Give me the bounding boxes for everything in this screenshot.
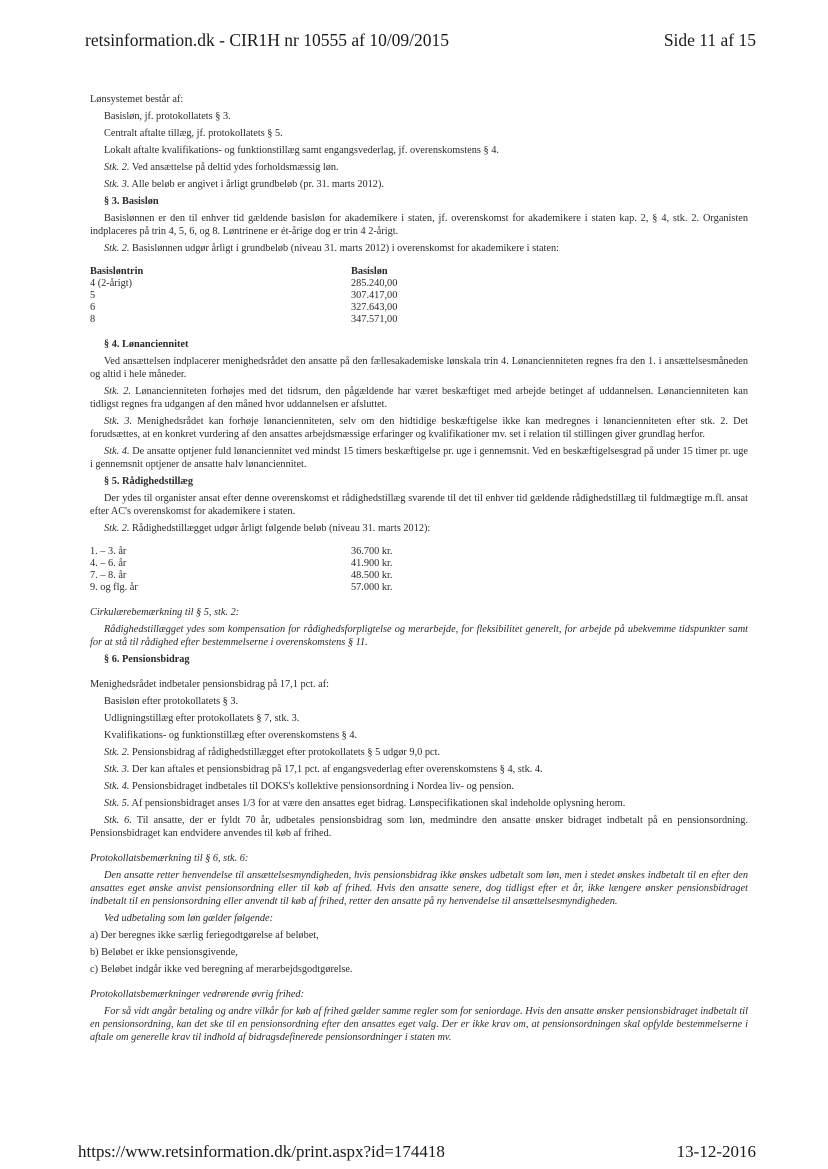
stk-text: Menighedsrådet kan forhøje lønancienniteten, selv om den hidtidige beskæftigelse ikke kan medregnes i lønancienniteten efter stk. 2. Det forudsættes, at en konkret vurdering af den ansattes arbejdsmæssige erfaringer og kvalifikationer mv. set i relation til stillingen giver grundlag herfor.: [90, 416, 748, 440]
section-heading: [90, 653, 748, 666]
table-cell: 7. – 8. år: [90, 570, 127, 581]
table-cell: 4 (2-årigt): [90, 278, 133, 289]
table-row: [90, 278, 471, 290]
section-4-heading: § 4. Lønanciennitet: [104, 339, 189, 350]
section-4-stk4: [90, 445, 748, 471]
section-6-stk6: [90, 814, 748, 840]
list-item: Basisløn, jf. protokollatets § 3.: [104, 111, 231, 122]
stk-text: Pensionsbidrag af rådighedstillægget efter protokollatets § 5 udgør 9,0 pct.: [129, 747, 441, 758]
table-row: [90, 314, 471, 326]
list-item: Lokalt aftalte kvalifikations- og funktionstillæg samt engangsvederlag, jf. overenskomstens § 4.: [104, 145, 499, 156]
list-item: Udligningstillæg efter protokollatets § 7, stk. 3.: [104, 713, 300, 724]
table-header: Basisløn: [351, 266, 388, 277]
stk-label: Stk. 3.: [104, 179, 130, 190]
table-cell: 48.500 kr.: [351, 570, 393, 581]
stk-label: Stk. 6.: [104, 815, 132, 826]
table-header: Basisløntrin: [90, 266, 144, 277]
table-cell: 285.240,00: [351, 278, 398, 289]
stk-label: Stk. 2.: [104, 162, 130, 173]
stk-label: Stk. 4.: [104, 446, 130, 457]
stk-text: Ved ansættelse på deltid ydes forholdsmæssig løn.: [129, 162, 339, 173]
stk-text: Basislønnen udgør årligt i grundbeløb (niveau 31. marts 2012) i overenskomst for akademikere i staten:: [129, 243, 559, 254]
protocol-note-subheading: Ved udbetaling som løn gælder følgende:: [104, 913, 274, 924]
stk-label: Stk. 2.: [104, 747, 130, 758]
protocol-note-2-text: For så vidt angår betaling og andre vilkår for køb af frihed gælder samme regler som for seniordage. Hvis den ansatte ønsker pensionsbidraget indbetalt til en pensionsordning, kan det ske til en pensionsordning efter den ansattes eget valg. Der er ikke krav om, at pensionsordningen skal opfylde bestemmelserne i aftale om generelle krav til indhold af bidragsdefinerede pensionsordninger i staten mv.: [90, 1006, 748, 1043]
table-cell: 347.571,00: [351, 314, 398, 325]
document-title: retsinformation.dk - CIR1H nr 10555 af 10/09/2015: [85, 30, 450, 50]
table-cell: 36.700 kr.: [351, 546, 393, 557]
stk-text: Alle beløb er angivet i årligt grundbeløb (pr. 31. marts 2012).: [129, 179, 384, 190]
section-6-stk2: [90, 746, 748, 759]
section-3-paragraph: Basislønnen er den til enhver tid gældende basisløn for akademikere i staten, jf. overenskomst for akademikere i staten kap. 2, § 4, stk. 2. Organisten indplaceres på trin 4, 5, 6, og 8. Løntrinene er ét-årige dog er trin 4 2-årigt.: [90, 213, 748, 237]
section-3-heading: § 3. Basisløn: [104, 196, 159, 207]
list-item: Centralt aftalte tillæg, jf. protokollatets § 5.: [104, 128, 283, 139]
table-cell: 41.900 kr.: [351, 558, 393, 569]
table-cell: 307.417,00: [351, 290, 398, 301]
stk-label: Stk. 2.: [104, 243, 130, 254]
table-cell: 327.643,00: [351, 302, 398, 313]
page-footer: [78, 1142, 756, 1164]
table-cell: 6: [90, 302, 96, 313]
page-header: [85, 30, 756, 54]
stk-text: Pensionsbidraget indbetales til DOKS's kollektive pensionsordning i Nordea liv- og pension.: [129, 781, 514, 792]
section-heading: [90, 338, 748, 351]
list-item: Basisløn efter protokollatets § 3.: [104, 696, 239, 707]
section-5-heading: § 5. Rådighedstillæg: [104, 476, 193, 487]
paragraph-stk3: [90, 178, 748, 191]
table-cell: 9. og flg. år: [90, 582, 138, 593]
stk-label: Stk. 3.: [104, 416, 133, 427]
stk-label: Stk. 3.: [104, 764, 130, 775]
intro-text: Lønsystemet består af:: [90, 94, 184, 105]
table-row: [90, 582, 471, 594]
circular-note-heading: Cirkulærebemærkning til § 5, stk. 2:: [90, 607, 240, 618]
section-heading: [90, 195, 748, 208]
list-item: c) Beløbet indgår ikke ved beregning af merarbejdsgodtgørelse.: [90, 964, 353, 975]
stk-label: Stk. 2.: [104, 523, 130, 534]
stk-label: Stk. 4.: [104, 781, 130, 792]
table-row: [90, 546, 471, 558]
footer-date: 13-12-2016: [676, 1142, 756, 1161]
paragraph-stk2: [90, 161, 748, 174]
table-cell: 57.000 kr.: [351, 582, 393, 593]
availability-allowance-table: [90, 546, 471, 594]
circular-note-text: Rådighedstillægget ydes som kompensation for rådighedsforpligtelse og merarbejde, for fleksibilitet generelt, for arbejde på ubekvemme tidspunkter samt for at stå til rådighed efter bestemmelserne i overenskomstens § 11.: [90, 624, 748, 648]
protocol-note-text: Den ansatte retter henvendelse til ansættelsesmyndigheden, hvis pensionsbidrag ikke ønskes udbetalt som løn, men i stedet ønskes indbetalt til en efter den ansattes eget ønske anvist pensionsordning eller til køb af frihed. Hvis den ansatte senere, dog tidligst efter et år, ikke længere ønsker pensionsbidraget indbetalt til en pensionsordning eller anvendt til køb af frihed, retter den ansatte på ny henvendelse til ansættelsesmyndigheden.: [90, 870, 748, 907]
table-row: [90, 302, 471, 314]
stk-label: Stk. 2.: [104, 386, 132, 397]
table-cell: 1. – 3. år: [90, 546, 127, 557]
stk-text: Af pensionsbidraget anses 1/3 for at være den ansattes eget bidrag. Lønspecifikationen skal indeholde oplysning herom.: [129, 798, 626, 809]
section-5-paragraph: Der ydes til organister ansat efter denne overenskomst et rådighedstillæg svarende til det til enhver tid gældende rådighedstillæg til fuldmægtige m.fl. ansat efter AC's overenskomst for akademikere i staten.: [90, 493, 748, 517]
document-body: [90, 93, 748, 1044]
table-row: [90, 570, 471, 582]
table-cell: 8: [90, 314, 96, 325]
stk-text: Lønancienniteten forhøjes med det tidsrum, den pågældende har været beskæftiget med arbejde betinget af uddannelsen. Lønancienniteten kan tidligst regnes fra udgangen af den måned hvor uddannelsen er afsluttet.: [90, 386, 748, 410]
table-cell: 4. – 6. år: [90, 558, 127, 569]
stk-text: Rådighedstillægget udgør årligt følgende beløb (niveau 31. marts 2012):: [129, 523, 431, 534]
section-6-stk4: [90, 780, 748, 793]
protocol-note-heading: Protokollatsbemærkning til § 6, stk. 6:: [90, 853, 249, 864]
table-row: [90, 558, 471, 570]
protocol-note-2-heading: Protokollatsbemærkninger vedrørende øvrig frihed:: [90, 989, 305, 1000]
section-6-stk5: [90, 797, 748, 810]
section-5-stk2: [90, 522, 748, 535]
table-cell: 5: [90, 290, 96, 301]
list-item: a) Der beregnes ikke særlig feriegodtgørelse af beløbet,: [90, 930, 319, 941]
section-heading: [90, 475, 748, 488]
section-4-paragraph: Ved ansættelsen indplacerer menighedsrådet den ansatte på den fællesakademiske lønskala trin 4. Lønancienniteten regnes fra den 1. i ansættelsesmåneden og altid i hele måneder.: [90, 356, 748, 380]
section-3-stk2: [90, 242, 748, 255]
list-item: b) Beløbet er ikke pensionsgivende,: [90, 947, 238, 958]
stk-text: De ansatte optjener fuld lønanciennitet ved mindst 15 timers beskæftigelse pr. uge i gennemsnit. Ved en beskæftigelsesgrad på under 15 timer pr. uge i gennemsnit optjener de ansatte halv lønanciennitet.: [90, 446, 748, 470]
section-4-stk2: [90, 385, 748, 411]
section-6-intro: Menighedsrådet indbetaler pensionsbidrag på 17,1 pct. af:: [90, 679, 330, 690]
basis-salary-table: [90, 266, 471, 326]
table-row: [90, 290, 471, 302]
stk-text: Til ansatte, der er fyldt 70 år, udbetales pensionsbidrag som løn, medmindre den ansatte ønsker bidraget indbetalt på en pensionsordning. Pensionsbidraget kan endvidere anvendes til køb af frihed.: [90, 815, 749, 839]
list-item: Kvalifikations- og funktionstillæg efter overenskomstens § 4.: [104, 730, 358, 741]
section-6-stk3: [90, 763, 748, 776]
stk-text: Der kan aftales et pensionsbidrag på 17,1 pct. af engangsvederlag efter overenskomstens § 4, stk. 4.: [129, 764, 543, 775]
section-6-heading: § 6. Pensionsbidrag: [104, 654, 190, 665]
page-number: Side 11 af 15: [663, 30, 756, 50]
stk-label: Stk. 5.: [104, 798, 130, 809]
table-header-row: [90, 266, 471, 278]
footer-url: https://www.retsinformation.dk/print.aspx?id=174418: [78, 1142, 445, 1161]
section-4-stk3: [90, 415, 748, 441]
